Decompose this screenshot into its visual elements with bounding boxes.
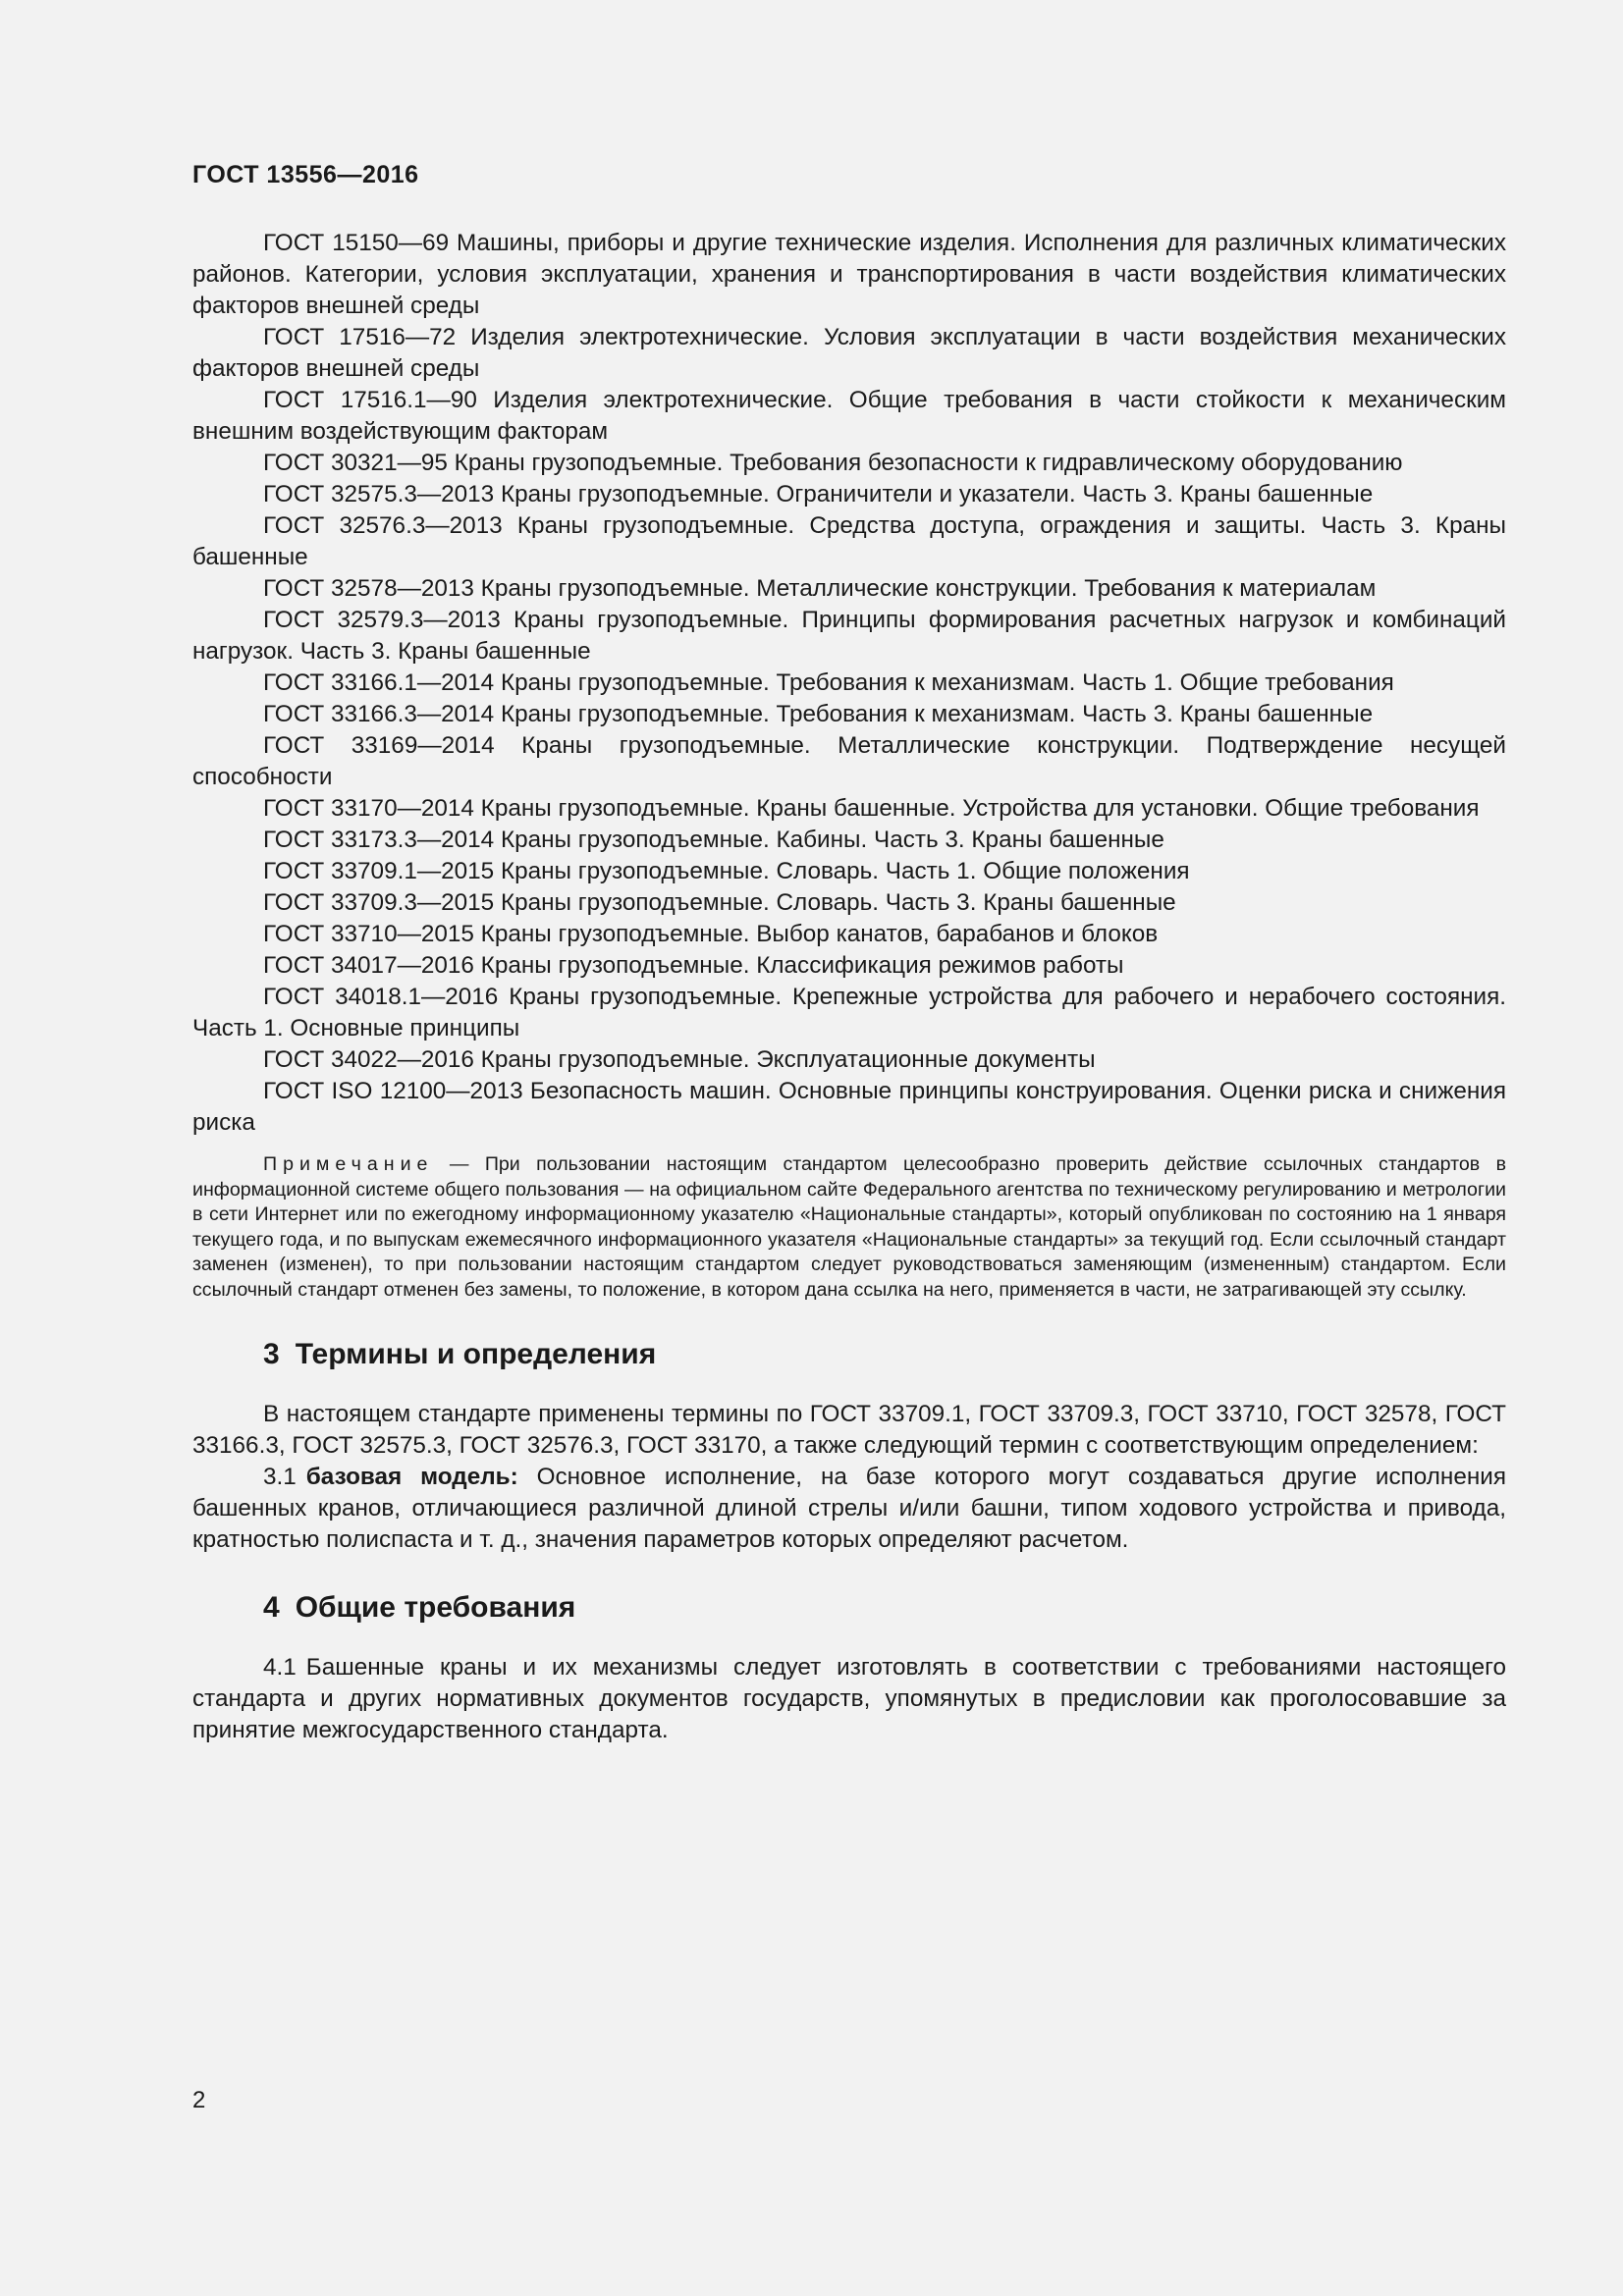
page-number: 2 bbox=[192, 2087, 206, 2113]
section-4-heading bbox=[263, 1591, 1506, 1625]
reference-item: ГОСТ 33710—2015 Краны грузоподъемные. Выбор канатов, барабанов и блоков bbox=[263, 921, 1159, 947]
reference-item: ГОСТ 33166.3—2014 Краны грузоподъемные. Требования к механизмам. Часть 3. Краны башенные bbox=[263, 701, 1374, 727]
references-list bbox=[192, 228, 1506, 1139]
note-text: — При пользовании настоящим стандартом целесообразно проверить действие ссылочных стандартов в информационной системе общего пользования — на официальном сайте Федерального агентства по техническому регулированию и метрологии в сети Интернет или по ежегодному информационному указателю «Национальные стандарты», который опубликован по состоянию на 1 января текущего года, и по выпускам ежемесячного информационного указателя «Национальные стандарты» за текущий год. Если ссылочный стандарт заменен (изменен), то при пользовании настоящим стандартом следует руководствоваться заменяющим (измененным) стандартом. Если ссылочный стандарт отменен без замены, то положение, в котором дана ссылка на него, применяется в части, не затрагивающей эту ссылку. bbox=[192, 1153, 1506, 1301]
reference-item: ГОСТ 17516.1—90 Изделия электротехнические. Общие требования в части стойкости к механическим внешним воздействующим факторам bbox=[192, 387, 1506, 445]
term-name: базовая модель: bbox=[305, 1464, 518, 1490]
reference-item: ГОСТ 33169—2014 Краны грузоподъемные. Металлические конструкции. Подтверждение несущей способности bbox=[192, 732, 1506, 790]
reference-item: ГОСТ 34017—2016 Краны грузоподъемные. Классификация режимов работы bbox=[263, 952, 1124, 979]
reference-item: ГОСТ 34022—2016 Краны грузоподъемные. Эксплуатационные документы bbox=[263, 1046, 1096, 1073]
reference-item: ГОСТ 33166.1—2014 Краны грузоподъемные. Требования к механизмам. Часть 1. Общие требования bbox=[263, 669, 1394, 696]
reference-item: ГОСТ 32578—2013 Краны грузоподъемные. Металлические конструкции. Требования к материалам bbox=[263, 575, 1377, 602]
clause-3-1 bbox=[192, 1462, 1506, 1556]
clause-4-1 bbox=[192, 1652, 1506, 1746]
clause-4-1-number: 4.1 bbox=[263, 1654, 297, 1681]
reference-item: ГОСТ 32575.3—2013 Краны грузоподъемные. Ограничители и указатели. Часть 3. Краны башенные bbox=[263, 481, 1374, 507]
clause-3-1-number: 3.1 bbox=[263, 1464, 297, 1490]
reference-note bbox=[192, 1152, 1506, 1303]
section-3-heading bbox=[263, 1338, 1506, 1371]
reference-item: ГОСТ 32576.3—2013 Краны грузоподъемные. Средства доступа, ограждения и защиты. Часть 3. Краны башенные bbox=[192, 512, 1506, 570]
reference-item: ГОСТ 33709.3—2015 Краны грузоподъемные. Словарь. Часть 3. Краны башенные bbox=[263, 889, 1176, 916]
section-3-title: Термины и определения bbox=[295, 1338, 657, 1370]
reference-item: ГОСТ 32579.3—2013 Краны грузоподъемные. Принципы формирования расчетных нагрузок и комбинаций нагрузок. Часть 3. Краны башенные bbox=[192, 607, 1506, 665]
reference-item: ГОСТ 33170—2014 Краны грузоподъемные. Краны башенные. Устройства для установки. Общие требования bbox=[263, 795, 1480, 822]
reference-item: ГОСТ 15150—69 Машины, приборы и другие технические изделия. Исполнения для различных климатических районов. Категории, условия эксплуатации, хранения и транспортирования в части воздействия климатических факторов внешней среды bbox=[192, 230, 1506, 319]
term-definition: Основное исполнение, на базе которого могут создаваться другие исполнения башенных кранов, отличающиеся различной длиной стрелы и/или башни, типом ходового устройства и привода, кратностью полиспаста и т. д., значения параметров которых определяют расчетом. bbox=[192, 1464, 1507, 1553]
section-4-number: 4 bbox=[263, 1591, 280, 1624]
reference-item: ГОСТ 34018.1—2016 Краны грузоподъемные. Крепежные устройства для рабочего и нерабочего состояния. Часть 1. Основные принципы bbox=[192, 984, 1506, 1041]
reference-item: ГОСТ 30321—95 Краны грузоподъемные. Требования безопасности к гидравлическому оборудованию bbox=[263, 450, 1403, 476]
section-3-intro: В настоящем стандарте применены термины по ГОСТ 33709.1, ГОСТ 33709.3, ГОСТ 33710, ГОСТ 32578, ГОСТ 33166.3, ГОСТ 32575.3, ГОСТ 32576.3, ГОСТ 33170, а также следующий термин с соответствующим определением: bbox=[192, 1401, 1506, 1459]
clause-4-1-text: Башенные краны и их механизмы следует изготовлять в соответствии с требованиями настоящего стандарта и других нормативных документов государств, упомянутых в предисловии как проголосовавшие за принятие межгосударственного стандарта. bbox=[192, 1654, 1506, 1743]
reference-item: ГОСТ 33709.1—2015 Краны грузоподъемные. Словарь. Часть 1. Общие положения bbox=[263, 858, 1190, 884]
document-header: ГОСТ 13556—2016 bbox=[192, 161, 419, 188]
reference-item: ГОСТ 17516—72 Изделия электротехнические. Условия эксплуатации в части воздействия механических факторов внешней среды bbox=[192, 324, 1506, 382]
section-3-number: 3 bbox=[263, 1338, 280, 1370]
reference-item: ГОСТ ISO 12100—2013 Безопасность машин. Основные принципы конструирования. Оценки риска и снижения риска bbox=[192, 1078, 1506, 1136]
reference-item: ГОСТ 33173.3—2014 Краны грузоподъемные. Кабины. Часть 3. Краны башенные bbox=[263, 827, 1164, 853]
note-label: Примечание bbox=[263, 1153, 434, 1175]
document-body bbox=[192, 228, 1506, 1746]
section-4-title: Общие требования bbox=[295, 1591, 576, 1624]
